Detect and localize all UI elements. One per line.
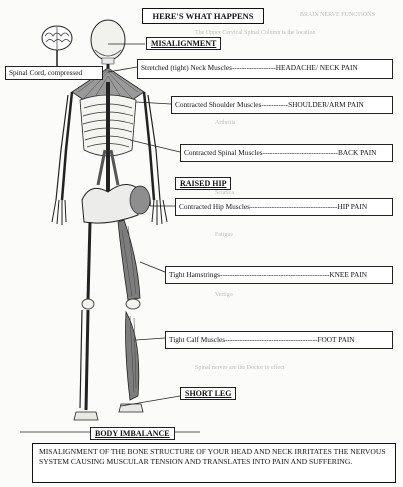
right-leg xyxy=(118,220,143,412)
callout-cause: Contracted Shoulder Muscles xyxy=(175,100,262,109)
callout-cause: Tight Calf Muscles xyxy=(169,335,226,344)
callout-leader: ----------- xyxy=(261,100,289,109)
callout-cause: Contracted Hip Muscles xyxy=(179,202,250,211)
background-text: The Upper Cervical Spinal Column is the location xyxy=(195,30,316,36)
callout-cause: Stretched (tight) Neck Muscles xyxy=(141,63,232,72)
hip-muscle xyxy=(130,186,150,214)
callout-cause: Tight Hamstrings xyxy=(169,270,221,279)
callout-leader: ------------------------------------ xyxy=(249,202,338,211)
callout-leader: ------------------------------- xyxy=(262,148,338,157)
background-text: Arthritis xyxy=(215,120,236,126)
raised-hip-label: RAISED HIP xyxy=(175,177,231,190)
callout-shoulder xyxy=(171,96,393,114)
misalignment-label: MISALIGNMENT xyxy=(146,37,221,50)
callout-leader: -------------------------------------- xyxy=(225,335,318,344)
background-text: Vertigo xyxy=(215,292,233,298)
short-leg-label: SHORT LEG xyxy=(180,387,236,400)
callout-leader: --------------------------------------------- xyxy=(220,270,330,279)
background-text: Spinal nerves are the Doctor to effect xyxy=(195,365,285,371)
footer-explanation: MISALIGNMENT OF THE BONE STRUCTURE OF YOUR HEAD AND NECK IRRITATES THE NERVOUS SYSTEM CAUSING MUSCULAR TENSION AND TRANSLATES INTO PAIN AND SUFFERING. xyxy=(32,443,396,483)
brain-icon xyxy=(42,26,72,70)
body-imbalance-label: BODY IMBALANCE xyxy=(90,427,175,440)
skull xyxy=(91,20,125,64)
callout-effect: BACK PAIN xyxy=(337,148,377,157)
callout-effect: HEADACHE/ NECK PAIN xyxy=(275,63,358,72)
background-text: Sciatica xyxy=(215,190,234,196)
callout-foot xyxy=(165,331,393,349)
page-title: HERE'S WHAT HAPPENS xyxy=(142,8,264,24)
spinal-cord-label: Spinal Cord, compressed xyxy=(5,66,103,80)
callout-effect: KNEE PAIN xyxy=(329,270,368,279)
background-text: BRAIN NERVE FUNCTIONS xyxy=(300,12,375,18)
callout-neck xyxy=(137,59,393,79)
background-text: Fatigue xyxy=(215,232,233,238)
callout-hip xyxy=(175,198,393,216)
callout-effect: FOOT PAIN xyxy=(317,335,355,344)
callout-cause: Contracted Spinal Muscles xyxy=(184,148,263,157)
callout-spinal xyxy=(180,144,393,162)
callout-knee xyxy=(165,266,393,284)
callout-leader: ------------------ xyxy=(231,63,276,72)
callout-effect: HIP PAIN xyxy=(337,202,368,211)
left-leg xyxy=(74,222,98,420)
callout-effect: SHOULDER/ARM PAIN xyxy=(288,100,364,109)
